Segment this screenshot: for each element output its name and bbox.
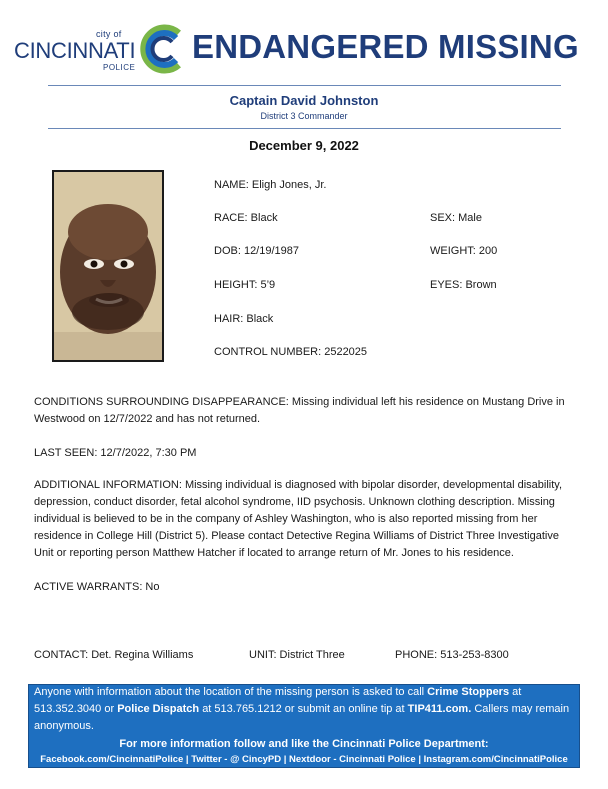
contact-unit: UNIT: District Three [249, 649, 345, 661]
field-sex: SEX: Male [430, 212, 482, 224]
tip-at-2: at 513.765.1212 or submit an online tip at [202, 703, 405, 715]
logo-police: POLICE [103, 63, 136, 72]
field-control-number: CONTROL NUMBER: 2522025 [214, 346, 368, 358]
field-dob: DOB: 12/19/1987 [214, 245, 300, 257]
tip411-link[interactable]: TIP411.com. [407, 703, 472, 715]
portrait-image [54, 172, 162, 360]
social-links[interactable]: Facebook.com/CincinnatiPolice | Twitter - @ CincyPD | Nextdoor - Cincinnati Police | Instagram.com/CincinnatiPolice [40, 754, 568, 765]
tip-footer-text [34, 684, 574, 735]
more-info-heading: For more information follow and like the Cincinnati Police Department: [119, 738, 489, 750]
tip-intro: Anyone with information about the location of the missing person is asked to call [34, 686, 425, 698]
police-dispatch-label: Police Dispatch [117, 703, 200, 715]
field-race: RACE: Black [214, 212, 278, 224]
active-warrants: ACTIVE WARRANTS: No [34, 581, 160, 593]
tip-outro: Callers may remain anonymous. [34, 703, 570, 732]
header-divider-bottom [48, 128, 561, 129]
bulletin-date: December 9, 2022 [249, 138, 359, 153]
field-weight: WEIGHT: 200 [430, 245, 498, 257]
contact-person: CONTACT: Det. Regina Williams [34, 649, 194, 661]
additional-information: ADDITIONAL INFORMATION: Missing individual is diagnosed with bipolar disorder, developmental disability, depression, conduct disorder, fetal alcohol syndrome, IID psychosis. Unknown clothing description. Missing individual is believed to be in the company of Ashley Washington, who is also reported missing from her residence in College Hill (District 5). Please contact Detective Regina Williams of District Three Investigative Unit or reporting person Matthew Hatcher if located to arrange return of Mr. Jones to his residence. [34, 479, 563, 559]
header-divider-top [48, 85, 561, 86]
crime-stoppers-phone: 513.352.3040 or [34, 703, 115, 715]
field-height: HEIGHT: 5’9 [214, 279, 276, 291]
police-c-logo-icon [138, 24, 186, 74]
field-name: NAME: Eligh Jones, Jr. [214, 179, 327, 191]
logo-city-of: city of [96, 29, 122, 39]
missing-person-photo [52, 170, 164, 362]
last-seen: LAST SEEN: 12/7/2022, 7:30 PM [34, 447, 197, 459]
contact-phone: PHONE: 513-253-8300 [395, 649, 509, 661]
field-hair: HAIR: Black [214, 313, 274, 325]
captain-name: Captain David Johnston [229, 93, 379, 108]
crime-stoppers-label: Crime Stoppers [427, 686, 510, 698]
logo-cincinnati: CINCINNATI [14, 38, 136, 63]
page-title: ENDANGERED MISSING [192, 28, 579, 65]
conditions-paragraph: CONDITIONS SURROUNDING DISAPPEARANCE: Missing individual left his residence on Mustang Drive in Westwood on 12/7/2022 and has not returned. [34, 396, 565, 425]
captain-role: District 3 Commander [260, 111, 348, 121]
field-eyes: EYES: Brown [430, 279, 497, 291]
tip-at-1: at [512, 686, 522, 698]
